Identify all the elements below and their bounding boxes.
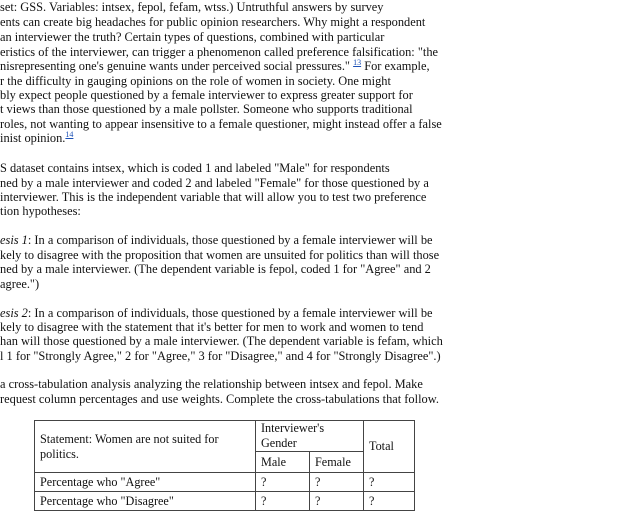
p1-line-4: eristics of the interviewer, can trigger a phenomenon called preference falsification: "the [0, 45, 439, 59]
h2-line-2: kely to disagree with the statement that it's better for men to work and women to tend [0, 320, 424, 334]
p1-line-5-text: nisrepresenting one's genuine wants under perceived social pressures." [0, 59, 354, 73]
h1-label: esis 1 [0, 233, 28, 247]
h2-line-1 [0, 306, 433, 321]
p1-line-5 [0, 59, 430, 74]
statement-cell: Statement: Women are not suited for politics. [35, 421, 256, 473]
h2-line-3: han will those questioned by a male interviewer. (The dependent variable is fefam, which [0, 334, 443, 348]
instructions-line-2: request column percentages and use weights. Complete the cross-tabulations that follow. [0, 392, 439, 406]
instructions-line-1: a cross-tabulation analysis analyzing the relationship between intsex and fepol. Make [0, 377, 423, 391]
p2-line-4: tion hypotheses: [0, 204, 81, 218]
p1-line-2: ents can create big headaches for public opinion researchers. Why might a respondent [0, 15, 426, 29]
h1-line-3: ned by a male interviewer. (The dependent variable is fepol, coded 1 for "Agree" and 2 [0, 262, 431, 276]
p1-line-8: t views than those questioned by a male pollster. Someone who supports traditional [0, 102, 413, 116]
p2-line-1: S dataset contains intsex, which is coded 1 and labeled "Male" for respondents [0, 161, 390, 175]
p2-line-2: ned by a male interviewer and coded 2 and labeled "Female" for those questioned by a [0, 176, 429, 190]
p1-line-10 [0, 131, 73, 146]
footnote-link-13[interactable]: 13 [353, 57, 362, 67]
row-female-value[interactable]: ? [310, 492, 364, 511]
h1-line-4: agree.") [0, 277, 40, 291]
p1-line-9: roles, not wanting to appear insensitive to a female questioner, might instead offer a false [0, 117, 442, 131]
interviewer-gender-header: Interviewer's Gender [256, 421, 364, 452]
p1-line-10-text: inist opinion. [0, 131, 66, 145]
p1-line-5-tail: For example, [361, 59, 430, 73]
total-header: Total [364, 421, 415, 473]
h2-line-1-text: : In a comparison of individuals, those questioned by a female interviewer will be [27, 306, 433, 320]
footnote-link-14[interactable]: 14 [65, 129, 74, 139]
crosstab-table [34, 420, 415, 511]
male-header: Male [256, 452, 310, 473]
row-male-value[interactable]: ? [256, 492, 310, 511]
row-male-value[interactable]: ? [256, 473, 310, 492]
table-row [35, 492, 415, 511]
row-label: Percentage who "Agree" [35, 473, 256, 492]
row-female-value[interactable]: ? [310, 473, 364, 492]
row-total-value[interactable]: ? [364, 492, 415, 511]
table-row [35, 473, 415, 492]
h1-line-2: kely to disagree with the proposition that women are unsuited for politics than will those [0, 248, 440, 262]
p2-line-3: interviewer. This is the independent variable that will allow you to test two preference [0, 190, 427, 204]
p1-line-1: set: GSS. Variables: intsex, fepol, fefam, wtss.) Untruthful answers by survey [0, 0, 384, 14]
p1-line-7: bly expect people questioned by a female interviewer to express greater support for [0, 88, 413, 102]
row-label: Percentage who "Disagree" [35, 492, 256, 511]
h1-line-1 [0, 233, 433, 248]
h1-line-1-text: : In a comparison of individuals, those questioned by a female interviewer will be [27, 233, 433, 247]
h2-line-4: l 1 for "Strongly Agree," 2 for "Agree," 3 for "Disagree," and 4 for "Strongly Disagree".) [0, 349, 441, 363]
p1-line-6: r the difficulty in gauging opinions on the role of women in society. One might [0, 74, 391, 88]
p1-line-3: an interviewer the truth? Certain types of questions, combined with particular [0, 30, 385, 44]
row-total-value[interactable]: ? [364, 473, 415, 492]
h2-label: esis 2 [0, 306, 28, 320]
female-header: Female [310, 452, 364, 473]
